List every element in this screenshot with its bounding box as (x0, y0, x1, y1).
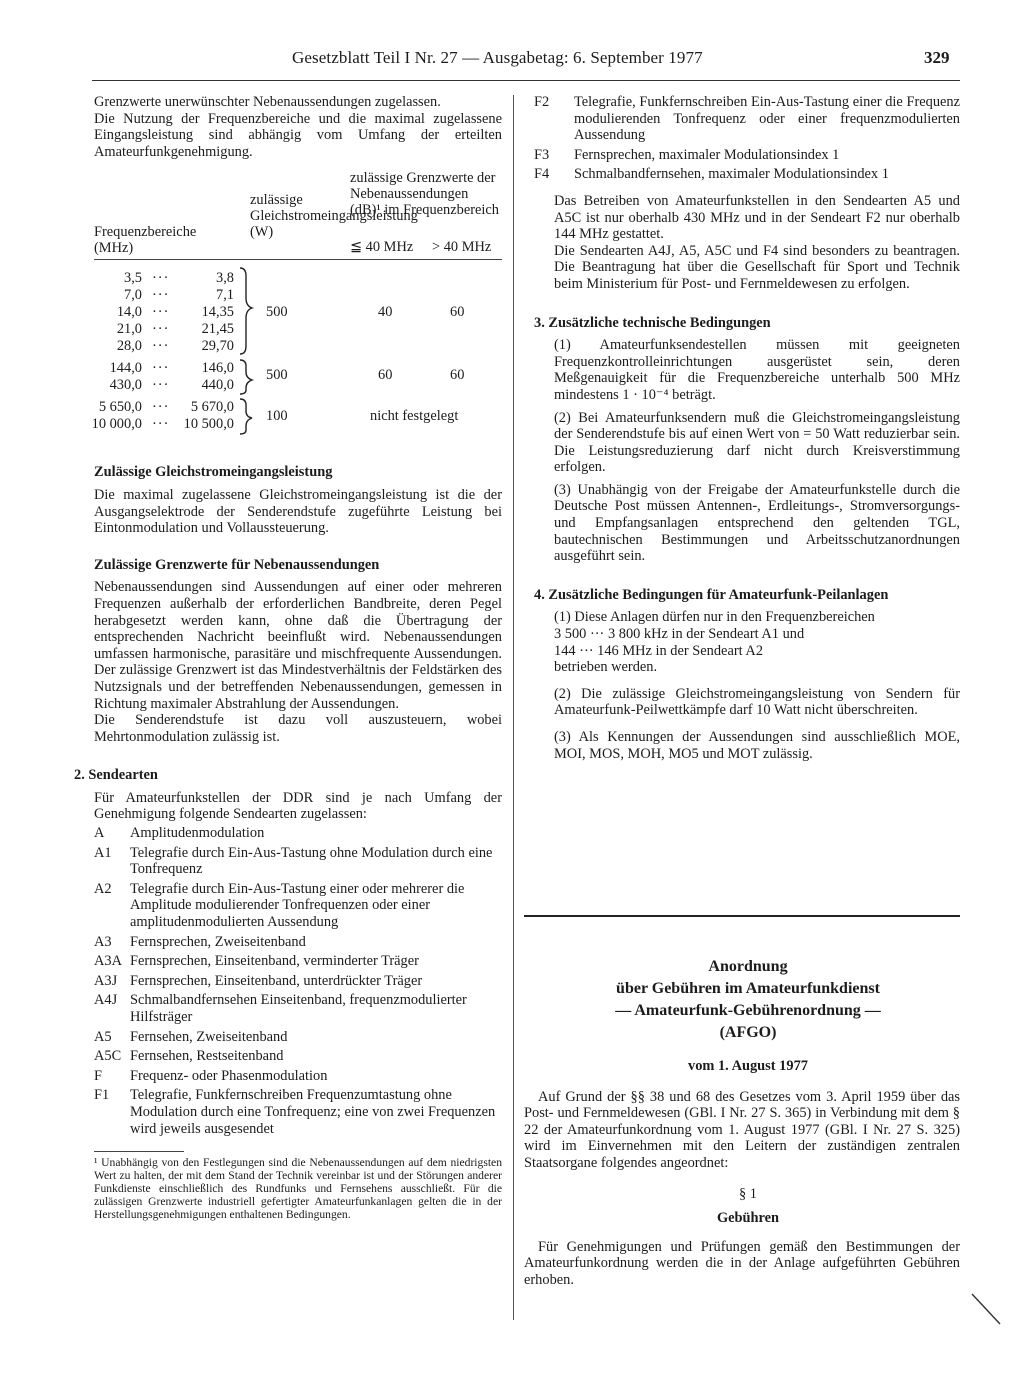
list-item: A2 Telegrafie durch Ein-Aus-Tastung einer oder mehrerer die Amplitude modulierender Tonfrequenzen oder einer amplitudenmodulierten Aussendung (94, 880, 465, 931)
ordinance-title-2: über Gebühren im Amateurfunkdienst (616, 980, 880, 997)
intro-paragraph-2: Die Nutzung der Frequenzbereiche und die maximal zugelassene Eingangsleistung sind abhängig vom Umfang der erteilten Amateurfunkgenehmigung. (94, 110, 502, 160)
table-row: 28,0 ··· 29,70 (116, 338, 234, 355)
table-row: 430,0 ··· 440,0 (109, 377, 234, 394)
ordinance-title-1: Anordnung (708, 958, 788, 975)
page-number: 329 (924, 48, 950, 67)
list-item: F1 Telegrafie, Funkfernschreiben Frequenzumtastung ohne Modulation durch eine Tonfrequenz; eine von zwei Frequenzen wird jeweils ausgesendet (94, 1087, 496, 1137)
heading-section-3: 3. Zusätzliche technische Bedingungen (534, 314, 771, 331)
table-head-power: zulässige Gleichstromeingangsleistung (W) (250, 192, 418, 241)
section-3-item-3: (3) Unabhängig von der Freigabe der Amateurfunkstelle durch die Deutsche Post müssen Antennen-, Erdleitungs-, Stromversorgungs- und Empfangsanlagen entsprechend den geltenden TGL, bautechnischen Bestimmungen und Arbeitsschutzanordnungen ausgeführt sein. (554, 481, 960, 565)
section-4-range-2: 144 ··· 146 MHz in der Sendeart A2 (554, 642, 764, 659)
table-rule (94, 259, 502, 260)
section-4-item-1-end: betrieben werden. (554, 659, 658, 676)
group3-power: 100 (266, 408, 288, 425)
list-item: A3J Fernsprechen, Einseitenband, unterdrückter Träger (94, 972, 423, 989)
ordinance-date: vom 1. August 1977 (688, 1058, 808, 1074)
list-item: F4 Schmalbandfernsehen, maximaler Modulationsindex 1 (534, 166, 889, 183)
brace-group-2 (240, 360, 252, 394)
column-divider (513, 95, 514, 1320)
group3-limits: nicht festgelegt (370, 408, 459, 425)
list-item: A5 Fernsehen, Zweiseitenband (94, 1028, 288, 1045)
ordinance-preamble: Auf Grund der §§ 38 und 68 des Gesetzes vom 3. April 1959 über das Post- und Fernmeldewesen (GBl. I Nr. 27 S. 365) in Verbindung mit dem § 22 der Amateurfunkordnung vom 1. August 1977 (GBl. I Nr. 27 S. 325) wird im Einvernehmen mit den Leitern der zuständigen zentralen Staatsorgane folgendes angeordnet: (524, 1088, 960, 1171)
table-row: 10 000,0 ··· 10 500,0 (91, 416, 234, 433)
list-item: F Frequenz- oder Phasenmodulation (94, 1067, 328, 1084)
heading-section-4: 4. Zusätzliche Bedingungen für Amateurfunk-Peilanlagen (534, 586, 889, 603)
mode-list-left (94, 825, 502, 1137)
table-row: 5 650,0 ··· 5 670,0 (98, 399, 234, 416)
group1-power: 500 (266, 304, 288, 321)
list-item: F2 Telegrafie, Funkfernschreiben Ein-Aus-Tastung einer die Frequenz modulierenden Tonfrequenz oder einer frequenzmodulierten Aussendung (534, 94, 960, 144)
paragraph-limits-1: Nebenaussendungen sind Aussendungen auf einer oder mehreren Frequenzen außerhalb der erforderlichen Bandbreite, deren Pegel herabgesetzt werden kann, ohne daß die Übertragung der entsprechenden Nachricht beeinflußt wird. Nebenaussendungen umfassen harmonische, parasitäre und mischfrequente Aussendungen. Der zulässige Grenzwert ist das Mindestverhältnis der Feldstärken des Nutzsignals und der betreffenden Nebenaussendungen, gemessen in Richtung maximaler Abstrahlung der Aussendungen. (94, 579, 502, 712)
table-braces (238, 168, 258, 444)
list-item: A5C Fernsehen, Restseitenband (94, 1048, 284, 1065)
brace-group-3 (240, 399, 252, 434)
page-header: Gesetzblatt Teil I Nr. 27 — Ausgabetag: 6. September 1977 (292, 48, 703, 67)
list-item: A1 Telegrafie durch Ein-Aus-Tastung ohne Modulation durch eine Tonfrequenz (94, 844, 493, 878)
table-head-gt40: > 40 MHz (432, 239, 492, 256)
list-item: A4J Schmalbandfernsehen Einseitenband, frequenzmodulierter Hilfsträger (94, 992, 467, 1025)
margin-mark (970, 1290, 1010, 1330)
section-divider (524, 915, 960, 917)
section-4-item-2: (2) Die zulässige Gleichstromeingangsleistung von Sendern für Amateurfunk-Peilwettkämpfe darf 10 Watt nicht überschreiten. (554, 685, 960, 719)
paragraph-limits-2: Die Senderendstufe ist dazu voll auszusteuern, wobei Mehrtonmodulation zulässig ist. (94, 712, 502, 745)
table-head-le40: ≦ 40 MHz (350, 239, 414, 256)
group2-le40: 60 (378, 367, 393, 384)
section-3-item-2: (2) Bei Amateurfunksendern muß die Gleichstromeingangsleistung der Senderendstufe bis auf einen Wert von = 50 Watt reduzierbar sein. Die Leistungsreduzierung darf nicht durch Kreisverstimmung erfolgen. (554, 409, 960, 476)
header-rule (92, 80, 960, 81)
list-item: A Amplitudenmodulation (94, 825, 265, 842)
table-row: 21,0 ··· 21,45 (116, 321, 234, 338)
section-4-range-1: 3 500 ··· 3 800 kHz in der Sendeart A1 und (554, 626, 805, 643)
table-row: 7,0 ··· 7,1 (124, 287, 234, 304)
paragraph-sendearten: Für Amateurfunkstellen der DDR sind je nach Umfang der Genehmigung folgende Sendearten zugelassen: (94, 789, 502, 823)
brace-group-1 (240, 268, 252, 354)
table-head-frequency: Frequenzbereiche (MHz) (94, 224, 197, 257)
mode-list-right (534, 94, 960, 183)
table-row: 144,0 ··· 146,0 (109, 360, 234, 377)
ordinance-block (524, 956, 960, 1295)
paragraph-operation: Das Betreiben von Amateurfunkstellen in den Sendearten A5 und A5C ist nur oberhalb 430 MHz und in der Sendeart F2 nur oberhalb 144 MHz gestattet. (554, 192, 960, 243)
right-column (534, 94, 960, 768)
table-head-limits: zulässige Grenzwerte der Nebenaussendungen (dB)¹ im Frequenzbereich (350, 170, 499, 219)
table-row: 14,0 ··· 14,35 (116, 304, 234, 321)
footnote-rule (94, 1151, 184, 1152)
frequency-table (91, 168, 502, 444)
list-item: A3A Fernsprechen, Einseitenband, verminderter Träger (94, 953, 419, 970)
paragraph-title: Gebühren (716, 1210, 780, 1227)
paragraph-power: Die maximal zugelassene Gleichstromeingangsleistung ist die der Ausgangselektrode der Senderendstufe zugeführte Leistung bei Eintonmodulation und Vollaussteuerung. (94, 486, 502, 537)
intro-paragraph-1: Grenzwerte unerwünschter Nebenaussendungen zugelassen. (94, 94, 441, 110)
paragraph-text: Für Genehmigungen und Prüfungen gemäß den Bestimmungen der Amateurfunkordnung werden die in der Anlage aufgeführten Gebühren erhoben. (524, 1238, 960, 1288)
ordinance-title-4: (AFGO) (719, 1024, 777, 1041)
heading-sendearten: 2. Sendearten (74, 767, 158, 784)
table-row: 3,5 ··· 3,8 (124, 270, 234, 287)
group1-le40: 40 (378, 304, 393, 321)
footnote: ¹ Unabhängig von den Festlegungen sind die Nebenaussendungen auf dem niedrigsten Wert zu halten, der mit dem Stand der Technik vereinbar ist und der Störungen anderer Funkdienste einschließlich des Rundfunks und Fernsehens ausschließt. Für die zulässigen Grenzwerte industriell gefertigter Amateurfunkanlagen gelten die in der Herstellungsgenehmigungen enthaltenen Bedingungen. (94, 1156, 502, 1222)
heading-power: Zulässige Gleichstromeingangsleistung (94, 464, 333, 481)
list-item: A3 Fernsprechen, Zweiseitenband (94, 933, 306, 950)
section-3-item-1: (1) Amateurfunksendestellen müssen mit geeigneten Frequenzkontrolleinrichtungen ausgerüstet sein, deren Meßgenauigkeit für die Frequenzbereiche unterhalb 500 MHz mindestens 1 · 10⁻⁴ beträgt. (554, 337, 960, 403)
heading-limits: Zulässige Grenzwerte für Nebenaussendungen (94, 556, 380, 573)
list-item: F3 Fernsprechen, maximaler Modulationsindex 1 (534, 146, 840, 163)
left-column (74, 94, 502, 1222)
section-4-item-1: (1) Diese Anlagen dürfen nur in den Frequenzbereichen (554, 609, 875, 626)
section-4-item-3: (3) Als Kennungen der Aussendungen sind ausschließlich MOE, MOI, MOS, MOH, MO5 und MOT zulässig. (554, 729, 960, 762)
paragraph-application: Die Sendearten A4J, A5, A5C und F4 sind besonders zu beantragen. Die Beantragung hat über die Gesellschaft für Sport und Technik beim Ministerium für Post- und Fernmeldewesen zu erfolgen. (554, 242, 960, 292)
ordinance-title-3: — Amateurfunk-Gebührenordnung — (615, 1002, 881, 1019)
group2-gt40: 60 (450, 367, 465, 384)
paragraph-number: § 1 (739, 1185, 757, 1202)
group2-power: 500 (266, 367, 288, 384)
group1-gt40: 60 (450, 304, 465, 321)
